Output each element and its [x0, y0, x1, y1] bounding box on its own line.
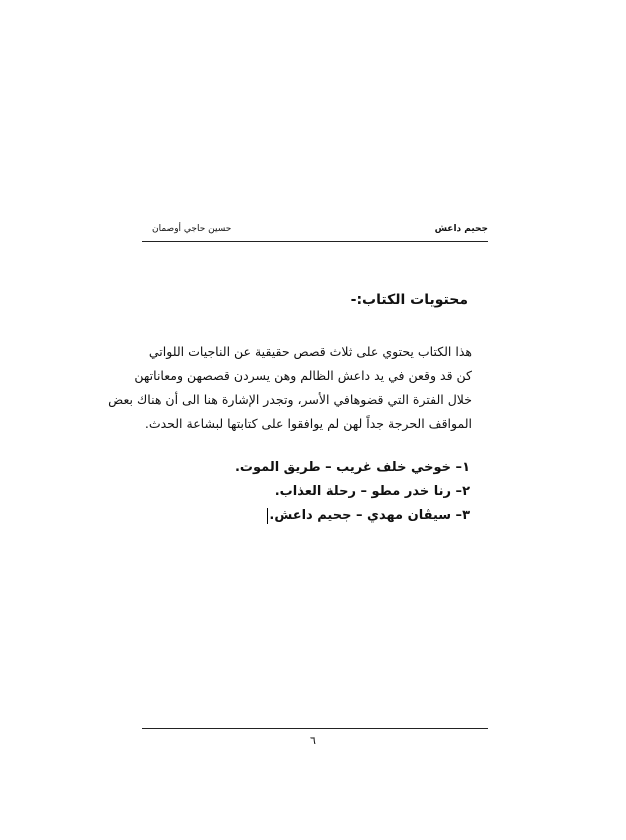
contents-heading: محتويات الكتاب:- [350, 292, 468, 308]
header-book-title: جحيم داعش [434, 224, 488, 234]
paragraph-line: كن قد وقعن في يد داعش الظالم وهن يسردن قصصهن ومعاناتهن [134, 368, 472, 383]
contents-item-1 [235, 456, 470, 480]
intro-paragraph[interactable] [108, 340, 472, 436]
contents-item-text: ٣– سيڤان مهدي – جحيم داعش. [269, 508, 470, 523]
contents-item-text: ٢– رنا خدر مطو – رحلة العذاب. [274, 484, 470, 499]
contents-item-2 [235, 480, 470, 504]
paragraph-line: المواقف الحرجة جداً لهن لم يوافقوا على كتابتها لبشاعة الحدث. [144, 416, 472, 431]
paragraph-line: هذا الكتاب يحتوي على ثلاث قصص حقيقية عن الناجيات اللواتي [148, 344, 472, 359]
contents-list[interactable] [235, 456, 470, 528]
page-number: ٦ [310, 734, 316, 747]
header-author-name: حسين حاجي أوصمان [152, 224, 232, 234]
contents-item-3 [235, 504, 470, 528]
contents-item-text: ١– خوخي خلف غريب – طريق الموت. [234, 460, 470, 475]
header-divider [142, 241, 488, 242]
running-header [142, 224, 488, 240]
footer-divider [142, 728, 488, 729]
paragraph-line: خلال الفترة التي قضوهافي الأسر، وتجدر الإشارة هنا الى أن هناك بعض [108, 392, 472, 407]
